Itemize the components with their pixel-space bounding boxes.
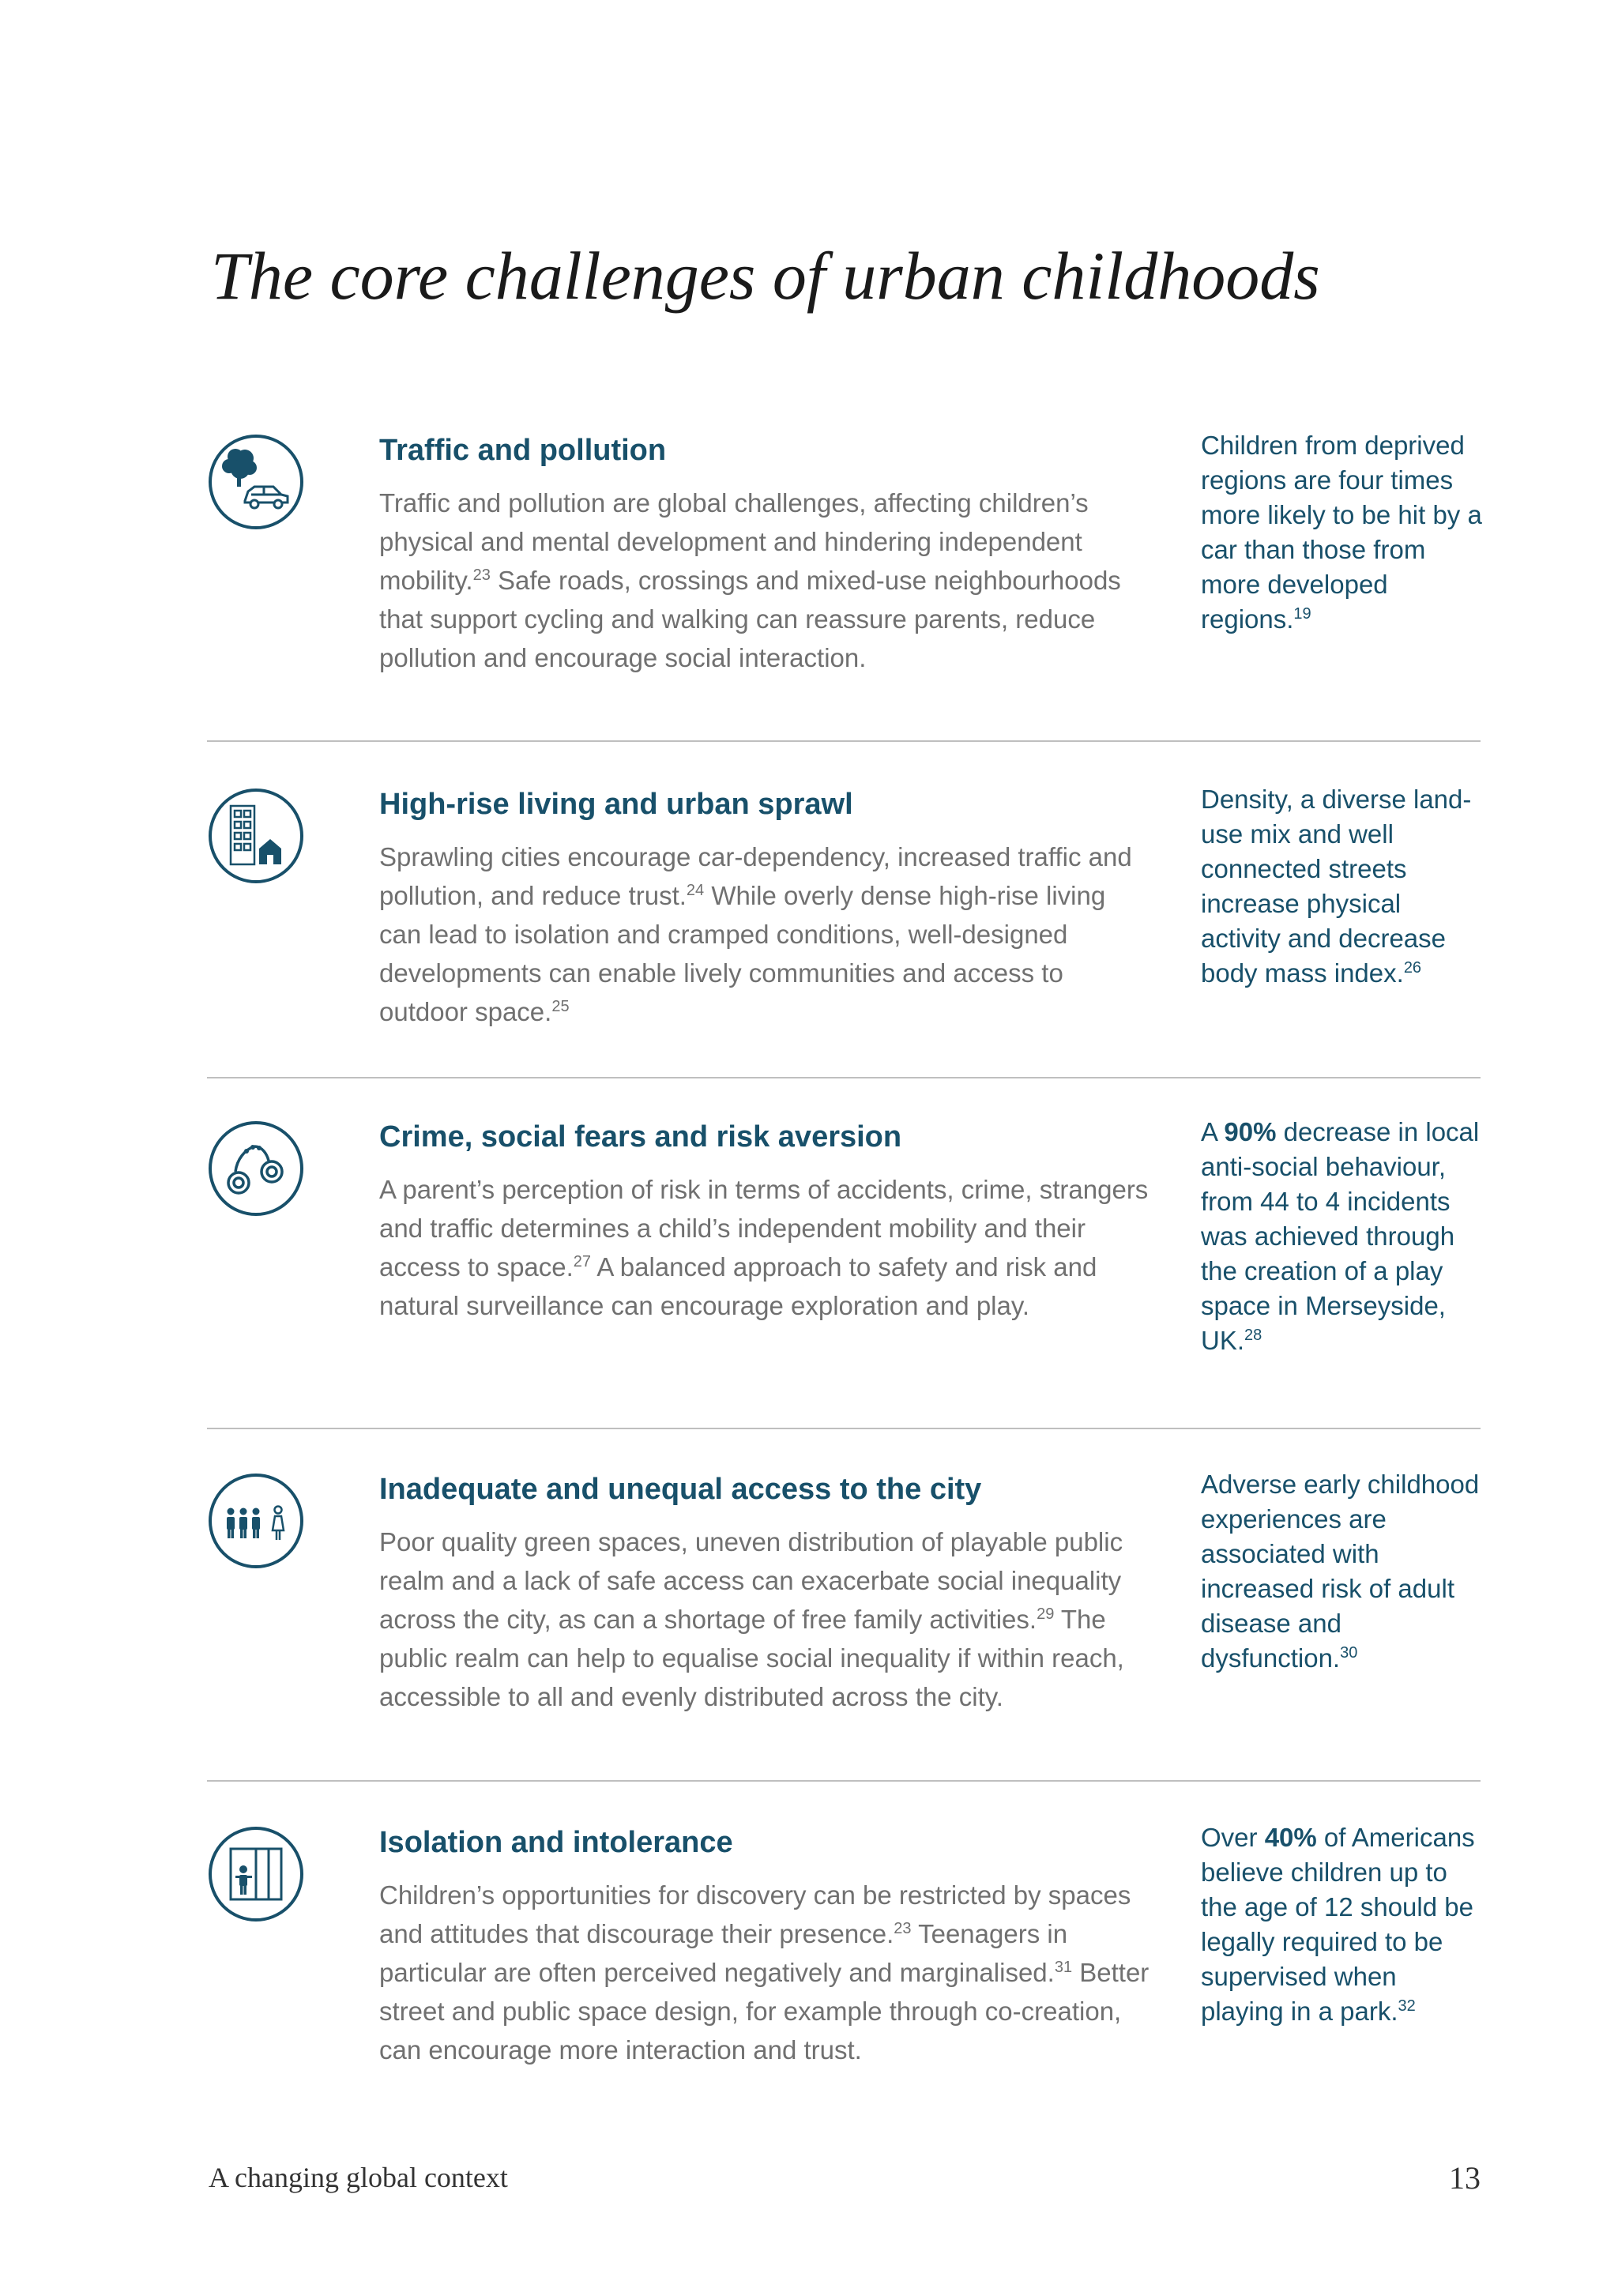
text-run: decrease in local anti-social behaviour, from 44 to 4 incidents was achieved through the creation of a play space in Merseyside, UK. bbox=[1201, 1117, 1480, 1355]
footer-section-name: A changing global context bbox=[209, 2162, 508, 2193]
text-run: The public realm can help to equalise social inequality if within reach, accessible to all and evenly distributed across the city. bbox=[379, 1605, 1124, 1711]
section-heading: Inadequate and unequal access to the city bbox=[379, 1473, 982, 1506]
stat-highlight: 40% bbox=[1264, 1823, 1317, 1852]
tree-and-car-icon bbox=[207, 433, 305, 531]
text-run: Sprawling cities encourage car-dependency, increased traffic and pollution, and reduce trust. bbox=[379, 842, 1132, 910]
section-body bbox=[379, 1876, 1153, 2069]
footnote-ref: 29 bbox=[1037, 1605, 1055, 1623]
text-run: Teenagers in particular are often perceived negatively and marginalised. bbox=[379, 1919, 1068, 1987]
text-run: A balanced approach to safety and risk and natural surveillance can encourage exploration and play. bbox=[379, 1252, 1097, 1320]
section-heading: Isolation and intolerance bbox=[379, 1826, 733, 1859]
text-run: A parent’s perception of risk in terms of accidents, crime, strangers and traffic determines a child’s independent mobility and their access to space. bbox=[379, 1175, 1149, 1282]
section-divider bbox=[207, 740, 1481, 742]
text-run: Poor quality green spaces, uneven distribution of playable public realm and a lack of safe access can exacerbate social inequality across the city, as can a shortage of free family activities. bbox=[379, 1527, 1123, 1634]
section-body bbox=[379, 1523, 1153, 1716]
footnote-ref: 27 bbox=[573, 1253, 592, 1270]
section-stat bbox=[1201, 1820, 1485, 2029]
text-run: Children from deprived regions are four times more likely to be hit by a car than those from more developed regions. bbox=[1201, 431, 1482, 634]
section-heading: Traffic and pollution bbox=[379, 434, 667, 467]
section-stat bbox=[1201, 1115, 1485, 1358]
text-run: of Americans believe children up to the age of 12 should be legally required to be supervised when playing in a park. bbox=[1201, 1823, 1475, 2026]
section-divider bbox=[207, 1077, 1481, 1078]
section-heading: High-rise living and urban sprawl bbox=[379, 788, 853, 821]
section-divider bbox=[207, 1780, 1481, 1782]
footnote-ref: 23 bbox=[472, 566, 491, 584]
text-run: Density, a diverse land-use mix and well connected streets increase physical activity and decrease body mass index. bbox=[1201, 785, 1472, 988]
section-heading: Crime, social fears and risk aversion bbox=[379, 1120, 902, 1154]
child-behind-window-icon bbox=[207, 1825, 305, 1923]
high-rise-and-house-icon bbox=[207, 787, 305, 885]
footnote-ref: 28 bbox=[1244, 1327, 1262, 1344]
text-run: Over bbox=[1201, 1823, 1265, 1852]
people-group-icon bbox=[207, 1472, 305, 1570]
footnote-ref: 24 bbox=[686, 882, 705, 899]
footnote-ref: 31 bbox=[1054, 1959, 1073, 1976]
text-run: Better street and public space design, for example through co-creation, can encourage more interaction and trust. bbox=[379, 1958, 1150, 2065]
section-divider bbox=[207, 1428, 1481, 1429]
text-run: Traffic and pollution are global challenges, affecting children’s physical and mental development and hindering independent mobility. bbox=[379, 488, 1089, 595]
page-number: 13 bbox=[1449, 2160, 1481, 2196]
section-stat bbox=[1201, 782, 1485, 991]
stat-highlight: 90% bbox=[1224, 1117, 1277, 1146]
footnote-ref: 23 bbox=[894, 1920, 912, 1937]
section-stat bbox=[1201, 1467, 1485, 1676]
text-run: Safe roads, crossings and mixed-use neighbourhoods that support cycling and walking can reassure parents, reduce pollution and encourage social interaction. bbox=[379, 566, 1121, 672]
text-run: Children’s opportunities for discovery can be restricted by spaces and attitudes that discourage their presence. bbox=[379, 1880, 1131, 1948]
section-body bbox=[379, 484, 1153, 677]
section-stat bbox=[1201, 428, 1485, 637]
footnote-ref: 32 bbox=[1398, 1997, 1416, 2015]
text-run: A bbox=[1201, 1117, 1225, 1146]
footnote-ref: 19 bbox=[1293, 605, 1311, 623]
text-run: While overly dense high-rise living can lead to isolation and cramped conditions, well-designed developments can enable lively communities and access to outdoor space. bbox=[379, 881, 1106, 1026]
footnote-ref: 26 bbox=[1403, 959, 1422, 977]
text-run: Adverse early childhood experiences are associated with increased risk of adult disease and dysfunction. bbox=[1201, 1470, 1480, 1673]
footnote-ref: 25 bbox=[551, 998, 570, 1015]
handcuffs-icon bbox=[207, 1120, 305, 1218]
section-body bbox=[379, 837, 1153, 1031]
page-title: The core challenges of urban childhoods bbox=[211, 238, 1320, 314]
footnote-ref: 30 bbox=[1340, 1644, 1358, 1662]
section-body bbox=[379, 1170, 1153, 1325]
